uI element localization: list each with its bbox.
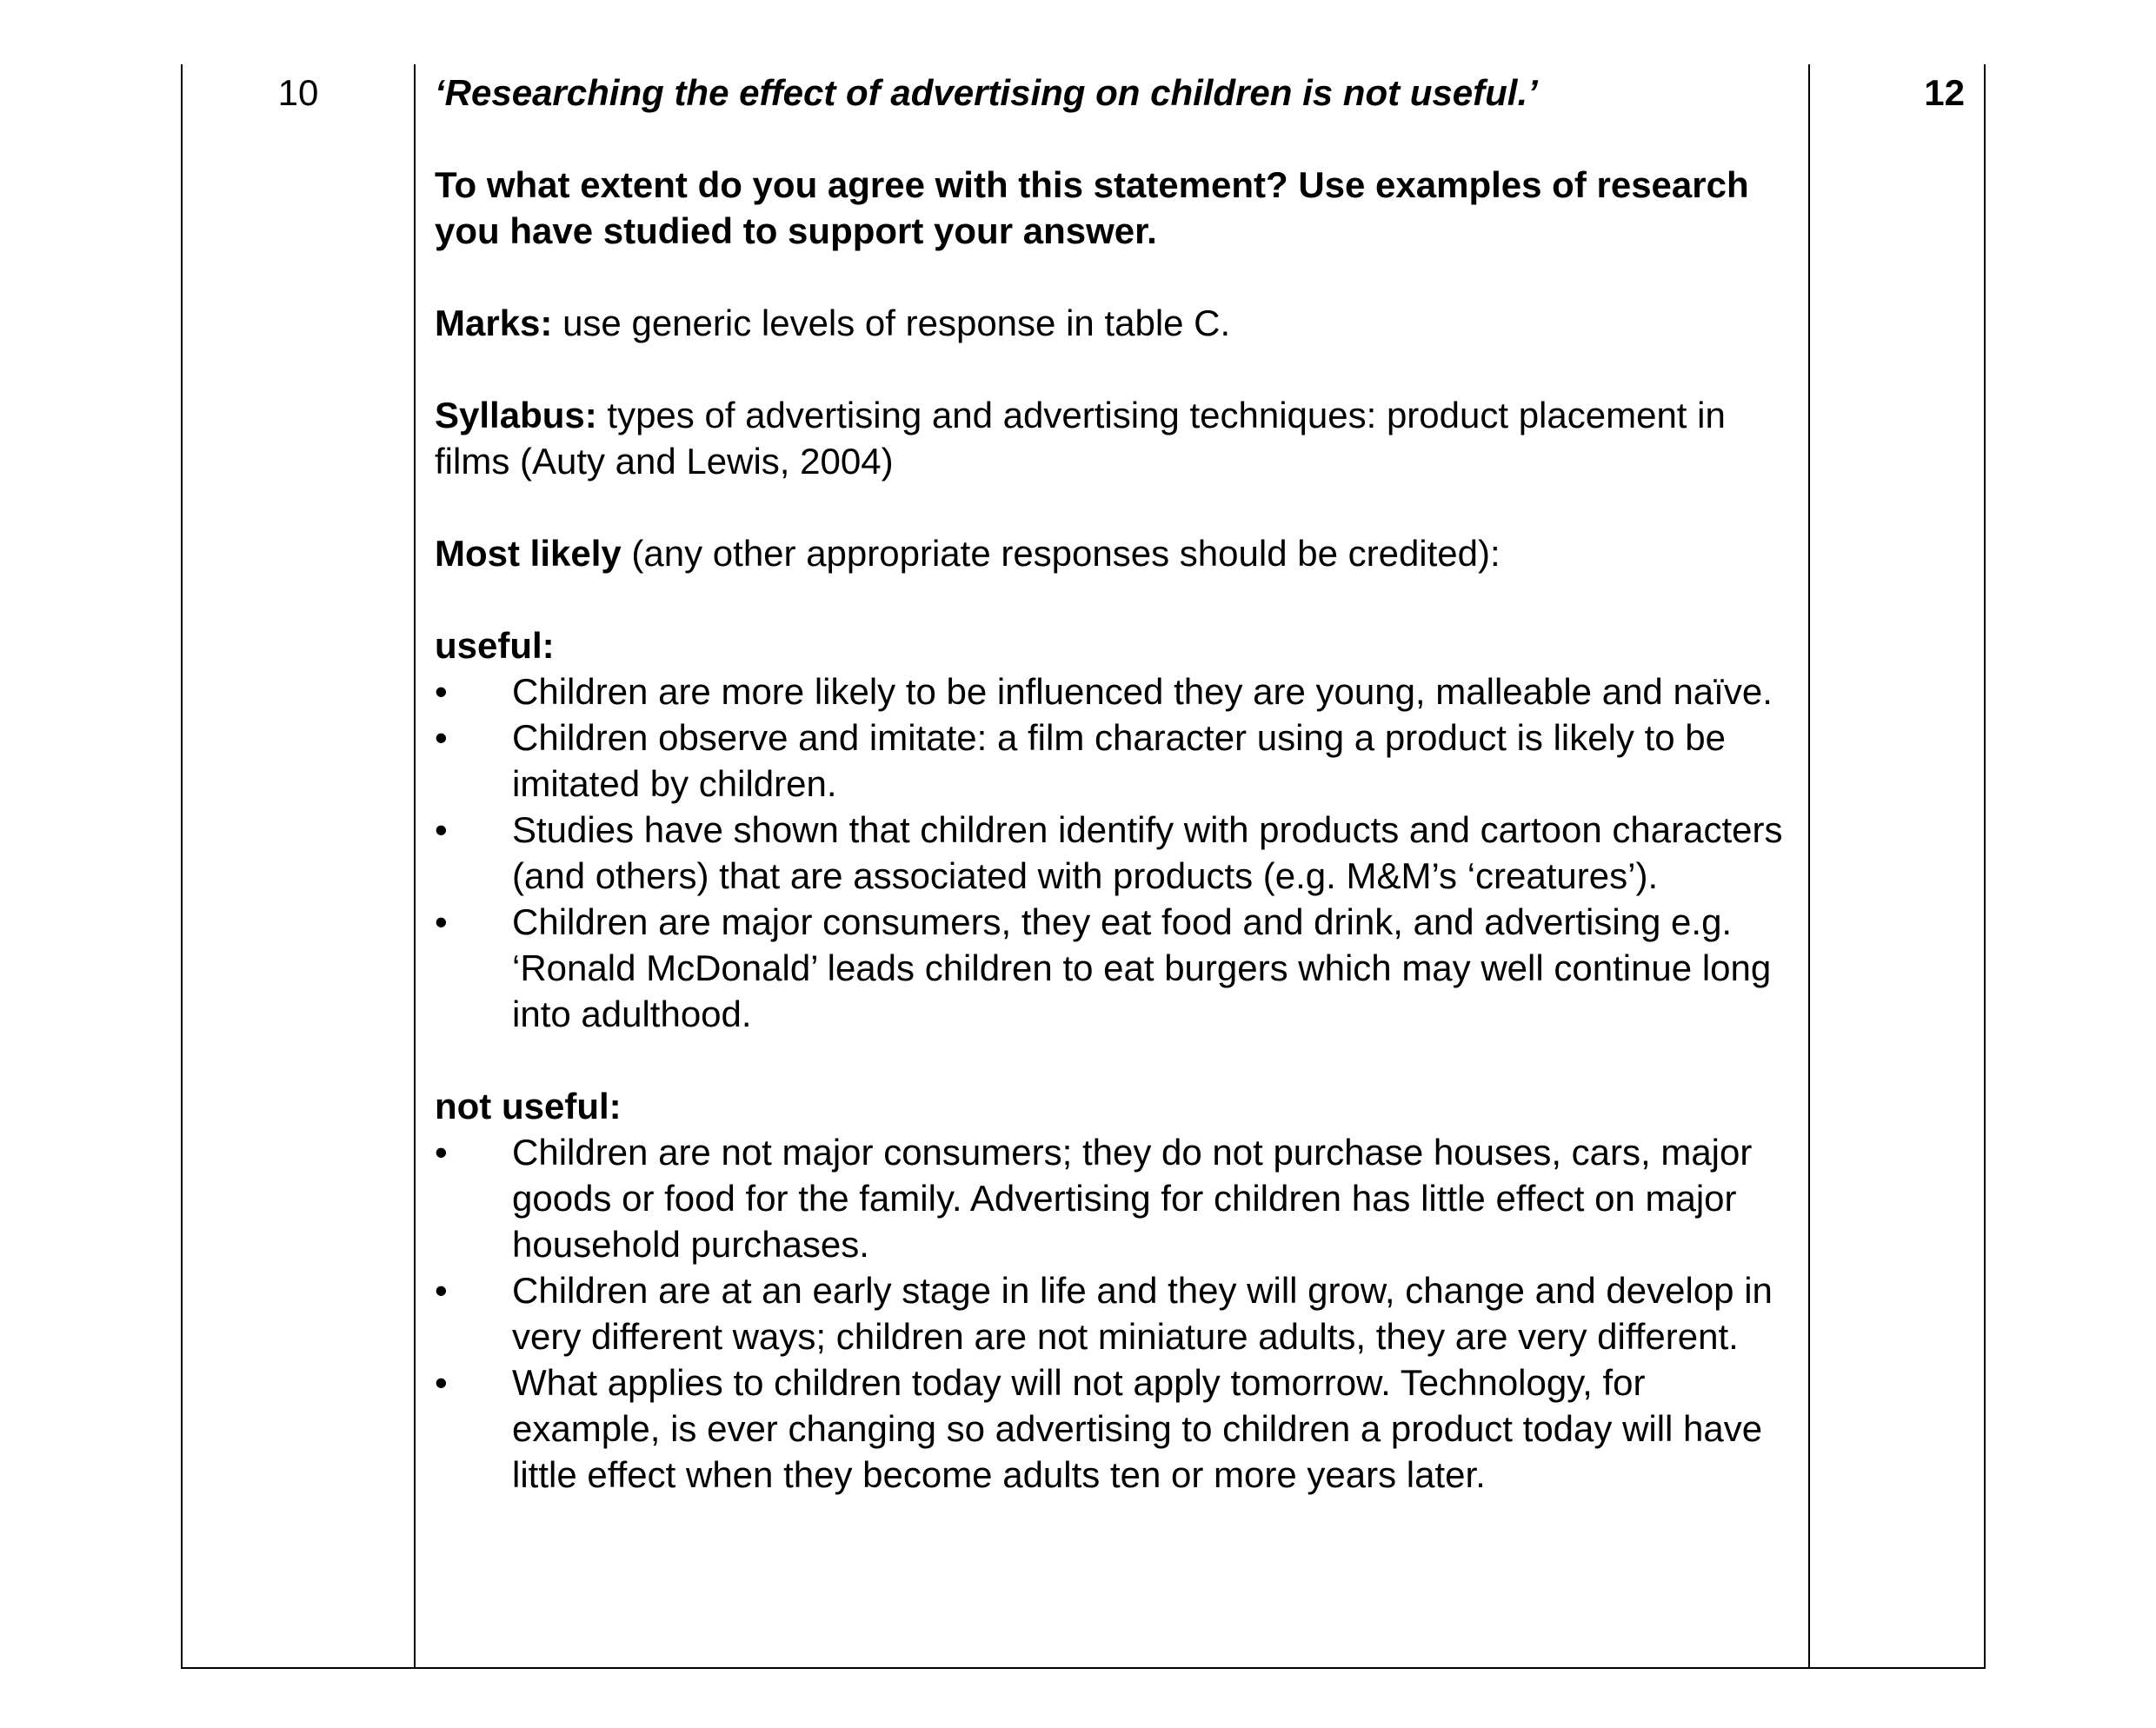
- column-divider-marks: [1808, 64, 1810, 1667]
- marks-label: Marks:: [435, 302, 553, 343]
- list-item-text: Children are not major consumers; they do not purchase houses, cars, major goods or food for the family. Advertising for children has little effect on major household purchases.: [512, 1132, 1753, 1265]
- question-instruction: To what extent do you agree with this statement? Use examples of research you have studied to support your answer.: [435, 164, 1749, 251]
- list-item-text: Children are more likely to be influenced they are young, malleable and naïve.: [512, 671, 1773, 712]
- mark-scheme-table: [181, 64, 1986, 1669]
- bullet-icon: •: [435, 717, 448, 758]
- bullet-icon: •: [435, 1362, 448, 1403]
- bullet-icon: •: [435, 671, 448, 712]
- list-item-text: Studies have shown that children identify with products and cartoon characters (and others) that are associated with products (e.g. M&M’s ‘creatures’).: [512, 809, 1783, 896]
- list-item: [435, 899, 1791, 1037]
- question-number: 10: [277, 72, 319, 113]
- syllabus-label: Syllabus:: [435, 395, 597, 435]
- list-item-text: Children are major consumers, they eat food and drink, and advertising e.g. ‘Ronald McDonald’ leads children to eat burgers which may well continue long into adulthood.: [512, 901, 1772, 1034]
- not-useful-heading: not useful:: [435, 1086, 622, 1127]
- bullet-icon: •: [435, 809, 448, 850]
- useful-list: [435, 668, 1791, 1037]
- list-item: [435, 1129, 1791, 1267]
- most-likely-line: [435, 530, 1791, 576]
- list-item: [435, 1267, 1791, 1359]
- most-likely-label: Most likely: [435, 533, 622, 574]
- list-item: [435, 714, 1791, 807]
- list-item-text: What applies to children today will not apply tomorrow. Technology, for example, is ever changing so advertising to children a product today will have little effect when they become adults ten or more years later.: [512, 1362, 1763, 1495]
- marks-line: [435, 300, 1791, 346]
- total-marks: 12: [1924, 72, 1965, 113]
- column-divider-question: [414, 64, 416, 1667]
- syllabus-text: types of advertising and advertising techniques: product placement in films (Auty and Lewis, 2004): [435, 395, 1726, 482]
- answer-cell: [435, 70, 1791, 1498]
- list-item-text: Children observe and imitate: a film character using a product is likely to be imitated by children.: [512, 717, 1727, 804]
- marks-text: use generic levels of response in table C.: [552, 302, 1231, 343]
- list-item-text: Children are at an early stage in life and they will grow, change and develop in very different ways; children are not miniature adults, they are very different.: [512, 1270, 1773, 1357]
- bullet-icon: •: [435, 1270, 448, 1311]
- syllabus-line: [435, 392, 1791, 484]
- not-useful-list: [435, 1129, 1791, 1498]
- list-item: [435, 668, 1791, 714]
- useful-heading: useful:: [435, 625, 555, 666]
- bullet-icon: •: [435, 1132, 448, 1173]
- most-likely-text: (any other appropriate responses should be credited):: [621, 533, 1501, 574]
- list-item: [435, 1359, 1791, 1498]
- bullet-icon: •: [435, 901, 448, 942]
- question-statement: ‘Researching the effect of advertising on children is not useful.’: [435, 72, 1538, 113]
- list-item: [435, 807, 1791, 899]
